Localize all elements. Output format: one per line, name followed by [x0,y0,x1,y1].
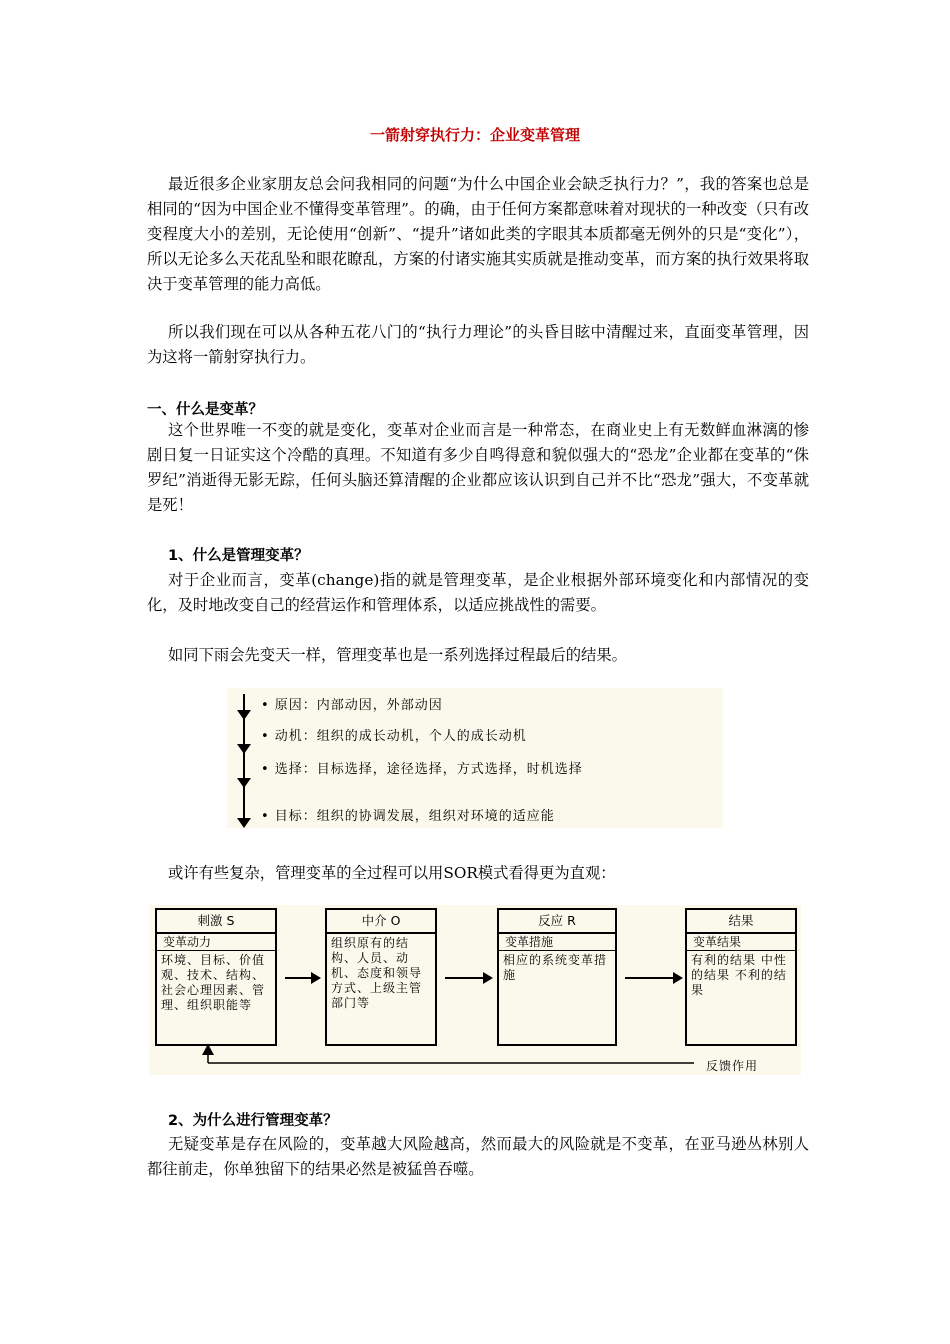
sor-model-figure [149,905,801,1075]
arrow-down-icon [237,778,251,788]
process-item-choice: • 选择：目标选择，途径选择，方式选择，时机选择 [261,762,583,777]
sor-box-sub: 变革措施 [499,934,615,951]
sor-box-body: 有利的结果 中性的结果 不利的结果 [691,953,787,997]
subsection-heading-1: 1、什么是管理变革？ [168,548,309,564]
arrow-down-icon [237,818,251,828]
sor-box-body: 组织原有的结构、人员、动机、态度和领导方式、上级主管部门等 [331,936,423,1010]
change-process-figure [227,688,723,828]
intro-paragraph-2: 所以我们现在可以从各种五花八门的“执行力理论”的头昏目眩中清醒过来，直面变革管理，因为这将一箭射穿执行力。 [147,323,809,366]
arrow-down-icon [237,744,251,754]
sor-box-head: 中介 O [327,910,435,934]
subsection-1-body: 对于企业而言，变革(change)指的就是管理变革，是企业根据外部环境变化和内部情况的变化，及时地改变自己的经营运作和管理体系，以适应挑战性的需要。 [147,571,809,614]
sor-box-head: 刺激 S [157,910,275,934]
section-1-body: 这个世界唯一不变的就是变化，变革对企业而言是一种常态，在商业史上有无数鲜血淋漓的惨剧日复一日证实这个冷酷的真理。不知道有多少自鸣得意和貌似强大的“恐龙”企业都在变革的“侏罗纪”消逝得无影无踪，任何头脑还算清醒的企业都应该认识到自己并不比“恐龙”强大，不变革就是死！ [147,421,809,514]
sor-intro-paragraph: 或许有些复杂，管理变革的全过程可以用SOR模式看得更为直观： [168,864,616,882]
sor-box-sub: 变革结果 [687,934,795,951]
sor-box-head: 结果 [687,910,795,934]
feedback-label: 反馈作用 [706,1059,759,1073]
sor-box-body: 环境、目标、价值观、技术、结构、社会心理因素、管理、组织职能等 [161,953,266,1012]
page-title: 一箭射穿执行力：企业变革管理 [369,126,580,144]
feedback-loop [149,905,801,1075]
sor-box-sub: 变革动力 [157,934,275,951]
process-item-motive: • 动机：组织的成长动机，个人的成长动机 [261,729,527,744]
subsection-heading-2: 2、为什么进行管理变革？ [168,1113,338,1129]
section-heading-1: 一、什么是变革？ [147,402,263,418]
subsection-1-body-2: 如同下雨会先变天一样，管理变革也是一系列选择过程最后的结果。 [168,646,627,664]
sor-box-head: 反应 R [499,910,615,934]
process-item-goal: • 目标：组织的协调发展，组织对环境的适应能 [261,809,555,824]
process-item-cause: • 原因：内部动因，外部动因 [261,698,443,713]
arrow-down-icon [237,710,251,720]
sor-box-body: 相应的系统变革措施 [503,953,608,982]
subsection-2-body: 无疑变革是存在风险的，变革越大风险越高，然而最大的风险就是不变革，在亚马逊丛林别人都往前走，你单独留下的结果必然是被猛兽吞噬。 [147,1135,809,1178]
intro-paragraph-1: 最近很多企业家朋友总会问我相同的问题“为什么中国企业会缺乏执行力？”，我的答案也总是相同的“因为中国企业不懂得变革管理”。的确，由于任何方案都意味着对现状的一种改变（只有改变程度大小的差别，无论使用“创新”、“提升”诸如此类的字眼其本质都毫无例外的只是“变化”），所以无论多么天花乱坠和眼花瞭乱，方案的付诸实施其实质就是推动变革，而方案的执行效果将取决于变革管理的能力高低。 [147,175,809,293]
